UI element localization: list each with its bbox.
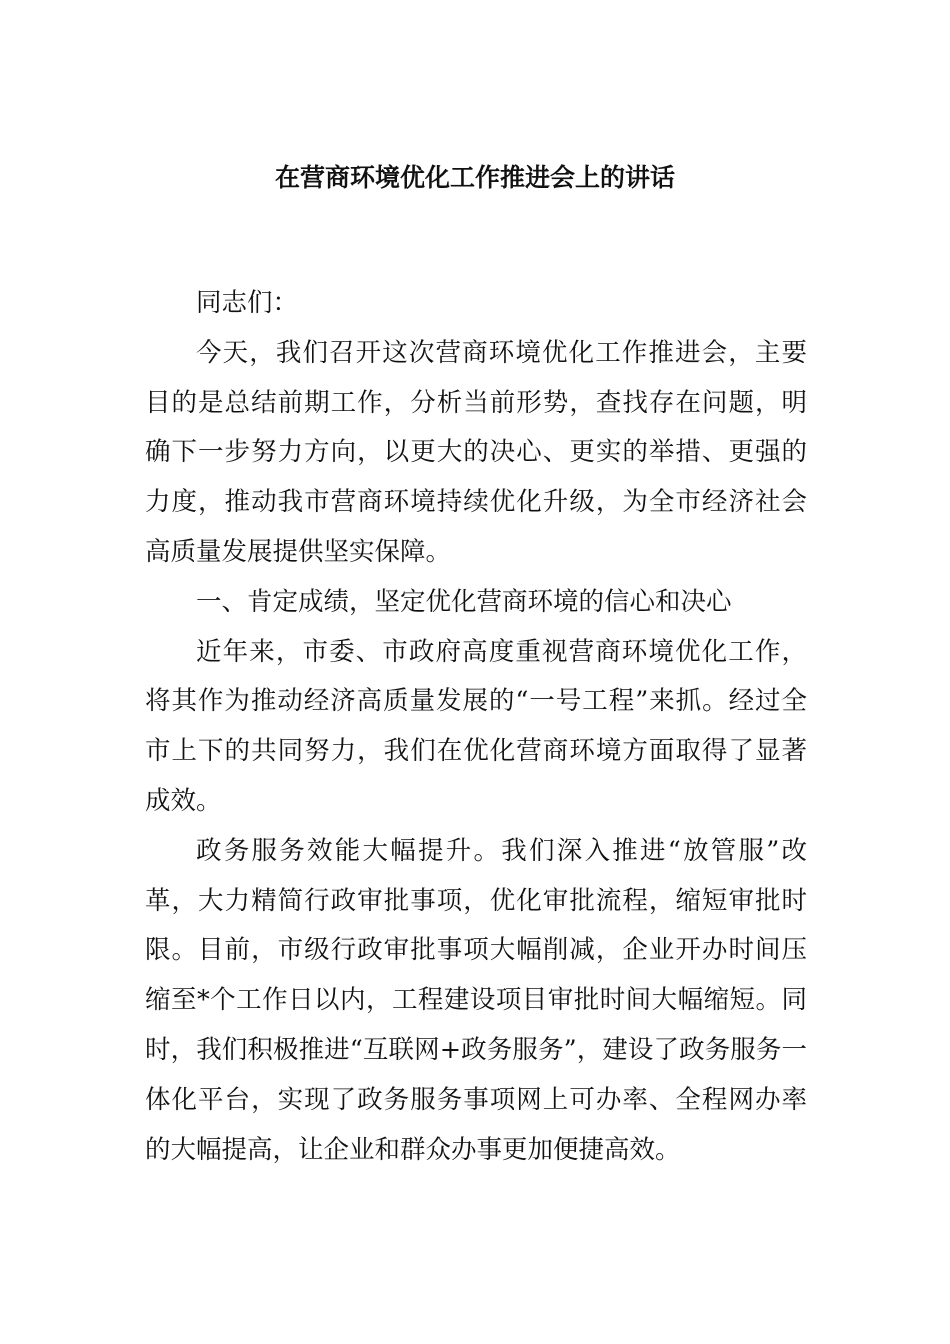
document-title: 在营商环境优化工作推进会上的讲话 [274,163,675,192]
document-body [145,279,807,1175]
paragraph-salutation: 同志们： [196,288,299,318]
paragraph-intro: 今天，我们召开这次营商环境优化工作推进会，主要目的是总结前期工作，分析当前形势，查找存在问题，明确下一步努力方向，以更大的决心、更实的举措、更强的力度，推动我市营商环境持续优化升级，为全市经济社会高质量发展提供坚实保障。 [145,337,807,567]
paragraph-government-services: 政务服务效能大幅提升。我们深入推进“放管服”改革，大力精简行政审批事项，优化审批流程，缩短审批时限。目前，市级行政审批事项大幅削减，企业开办时间压缩至*个工作日以内，工程建设项目审批时间大幅缩短。同时，我们积极推进“互联网+政务服务”，建设了政务服务一体化平台，实现了政务服务事项网上可办率、全程网办率的大幅提高，让企业和群众办事更加便捷高效。 [145,835,807,1165]
paragraph-achievements: 近年来，市委、市政府高度重视营商环境优化工作，将其作为推动经济高质量发展的“一号工程”来抓。经过全市上下的共同努力，我们在优化营商环境方面取得了显著成效。 [145,636,807,816]
section-heading-1: 一、肯定成绩，坚定优化营商环境的信心和决心 [196,586,732,617]
